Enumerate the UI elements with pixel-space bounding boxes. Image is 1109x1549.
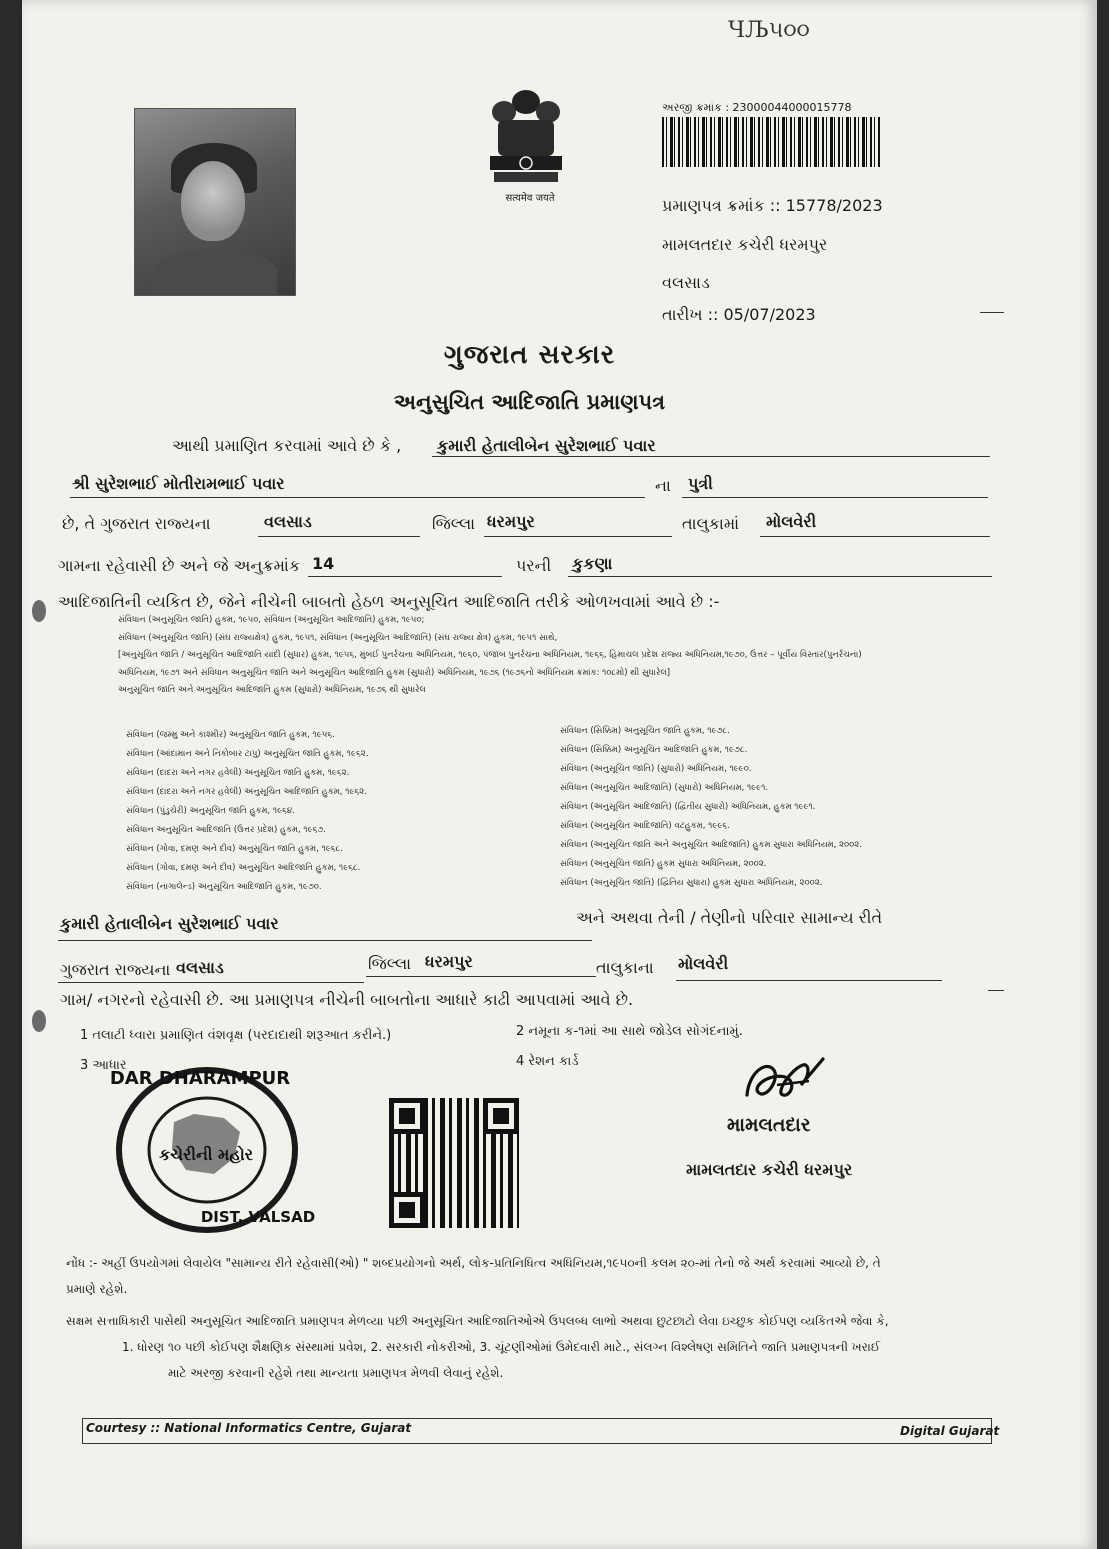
emblem-motto: सत्यमेव जयते — [505, 193, 555, 204]
underline — [682, 497, 988, 498]
underline — [432, 456, 990, 457]
relation-value: પુત્રી — [688, 474, 713, 493]
district-label-2: જિલ્લા — [368, 954, 412, 973]
taluka-label: તાલુકામાં — [682, 514, 740, 533]
order-item: સંવિધાન (નાગાલેન્ડ) અનુસૂચિત આદિજાતિ હુકમ, ૧૯૭૦. — [126, 882, 322, 892]
holder-name: કુમારી હેતાલીબેન સુરેશભાઈ પવાર — [437, 436, 656, 455]
underline — [676, 980, 942, 981]
order-item: સંવિધાન (અનુસૂચિત જાતિ) હુકમ સુધારા અધિનિયમ, ૨૦૦૨. — [560, 859, 767, 869]
order-item: સંવિધાન (આંદામાન અને નિકોબાર ટાપુ) અનુસૂચિત જાતિ હુકમ, ૧૯૬૨. — [126, 749, 369, 759]
issuing-district: વલસાડ — [662, 273, 710, 292]
on-label: પરની — [516, 556, 552, 575]
tribe-statement: આદિજાતિની વ્યકિત છે, જેને નીચેની બાબતો હેઠળ અનુસૂચિત આદિજાતિ તરીકે ઓળખવામાં આવે છે :- — [58, 592, 720, 611]
order-item: સંવિધાન (અનુસૂચિત જાતિ અને અનુસૂચિત આદિજાતિ) હુકમ સુધારા અધિનિયમ, ૨૦૦૨. — [560, 840, 862, 850]
issue-date: તારીખ :: 05/07/2023 — [662, 305, 816, 324]
taluka-label-2: તાલુકાના — [596, 958, 654, 977]
margin-mark — [980, 312, 1004, 313]
district-label: જિલ્લા — [432, 514, 476, 533]
underline — [760, 536, 990, 537]
village-value-2: મોલવેરી — [678, 954, 729, 973]
footer-courtesy: Courtesy :: National Informatics Centre, Gujarat — [86, 1421, 412, 1435]
barcode-icon — [662, 117, 880, 167]
father-name: શ્રી સુરેશભાઈ મોતીરામભાઈ પવાર — [72, 474, 285, 493]
law-line: સંવિધાન (અનુસૂચિત જાતિ) (સંઘ રાજ્યક્ષેત્ર) હુકમ, ૧૯૫૧, સંવિધાન (અનુસૂચિત આદિજાતિ) (સંઘ રાજ્ય ક્ષેત્ર) હુકમ, ૧૯૫૧ સાથે, — [118, 632, 558, 643]
certificate-title: અનુસુચિત આદિજાતિ પ્રમાણપત્ર — [393, 390, 666, 414]
serial-value: 14 — [312, 554, 335, 573]
note-line: સક્ષમ સત્તાધિકારી પાસેથી અનુસૂચિત આદિજાતિ પ્રમાણપત્ર મેળવ્યા પછી અનુસૂચિત આદિજાતિઓએ ઉપલબ્ધ લાભો અથવા છુટછાટો લેવા ઇચ્છુક કોઈપણ વ્યકિતએ જેવા કે, — [66, 1314, 889, 1328]
underline — [568, 576, 992, 577]
law-list — [118, 612, 978, 700]
note-line: પ્રમાણે રહેશે. — [66, 1282, 128, 1296]
note-line: 1. ધોરણ ૧૦ પછી કોઈપણ શૈક્ષણિક સંસ્થામાં પ્રવેશ, 2. સરકારી નોકરીઓ, 3. ચૂંટણીઓમાં ઉમેદવારી માટે., સંલગ્ન વિશ્લેષણ સમિતિને જાતિ પ્રમાણપત્રની ખરાઈ — [122, 1340, 881, 1354]
law-line: અનુસૂચિત જાતિ અને અનુસૂચિત આદિજાતિ હુકમ (સુધારો) અધિનિયમ, ૧૯૭૬ થી સુધારેલ — [118, 685, 426, 696]
holder-name-repeat: કુમારી હેતાલીબેન સુરેશભાઈ પવાર — [60, 914, 279, 933]
government-heading: ગુજરાત સરકાર — [443, 340, 616, 370]
certificate-number: પ્રમાણપત્ર ક્રમાંક :: 15778/2023 — [662, 196, 883, 215]
underline — [70, 497, 645, 498]
margin-mark — [988, 990, 1004, 991]
seal-ring-bottom: DIST. VALSAD — [200, 1208, 316, 1226]
basis-item: 4 રેશન કાર્ડ — [516, 1054, 579, 1069]
seal-ring-top: DAR DHARAMPUR — [109, 1068, 291, 1089]
orders-right-list — [560, 722, 980, 893]
orders-left-list — [126, 726, 526, 897]
punch-hole — [32, 600, 46, 622]
underline — [58, 982, 364, 983]
family-label: અને અથવા તેની / તેણીનો પરિવાર સામાન્ય રીતે — [576, 908, 883, 927]
signatory-title: મામલતદાર — [727, 1114, 811, 1136]
underline — [484, 536, 672, 537]
order-item: સંવિધાન (અનુસૂચિત જાતિ) (સુધારો) અધિનિયમ, ૧૯૯૦. — [560, 764, 752, 774]
order-item: સંવિધાન (ગોવા, દમણ અને દીવ) અનુસૂચિત જાતિ હુકમ, ૧૯૬૮. — [126, 844, 343, 854]
certify-label: આથી પ્રમાણિત કરવામાં આવે છે કે , — [172, 436, 402, 455]
taluka-value: ધરમપુર — [487, 512, 535, 531]
basis-item: 3 આધાર — [80, 1058, 127, 1073]
order-item: સંવિધાન (સિક્કિમ) અનુસૂચિત આદિજાતિ હુકમ, ૧૯૭૮. — [560, 745, 748, 755]
order-item: સંવિધાન (સિક્કિમ) અનુસૂચિત જાતિ હુકમ, ૧૯૭૮. — [560, 726, 730, 736]
order-item: સંવિધાન (જમ્મુ અને કાશ્મીર) અનુસૂચિત જાતિ હુકમ, ૧૯૫૬. — [126, 730, 335, 740]
order-item: સંવિધાન (પુંડુચેરી) અનુસૂચિત જાતિ હુકમ, ૧૯૬૪. — [126, 806, 295, 816]
order-item: સંવિધાન (દાદરા અને નગર હવેલી) અનુસૂચિત આદિજાતિ હુકમ, ૧૯૬૨. — [126, 787, 367, 797]
law-line: સંવિધાન (અનુસૂચિત જાતિ) હુકમ, ૧૯૫૦, સંવિધાન (અનુસૂચિત આદિજાતિ) હુકમ, ૧૯૫૦; — [118, 615, 425, 625]
law-line: અધિનિયમ, ૧૯૭૧ અને સંવિધાન અનુસૂચિત જાતિ અને અનુસૂચિત આદિજાતિ હુકમ (સુધારો) અધિનિયમ, ૧૯૭૬ (૧૯૭૬નો અધિનિયમ ક્રમાંક: ૧૦૮મો) થી સુધારેલ] — [118, 667, 671, 678]
basis-statement: ગામ/ નગરનો રહેવાસી છે. આ પ્રમાણપત્ર નીચેની બાબતોના આધારે કાઢી આપવામાં આવે છે. — [60, 990, 634, 1009]
underline — [258, 536, 420, 537]
taluka-value-2: ધરમપુર — [425, 952, 473, 971]
note-line: માટે અરજી કરવાની રહેશે તથા માન્યતા પ્રમાણપત્ર મેળવી લેવાનું રહેશે. — [168, 1366, 504, 1380]
punch-hole — [32, 1010, 46, 1032]
of-label: ના — [655, 476, 671, 495]
state-label-2: ગુજરાત રાજ્યના — [60, 960, 171, 979]
basis-item: 2 નમૂના ક-૧માં આ સાથે જોડેલ સોગંદનામું. — [516, 1024, 743, 1039]
underline — [308, 576, 502, 577]
order-item: સંવિધાન (દાદરા અને નગર હવેલી) અનુસૂચિત જાતિ હુકમ, ૧૯૬૨. — [126, 768, 350, 778]
qr-finder — [389, 1192, 425, 1228]
note-line: નોંધ :- અહીં ઉપયોગમાં લેવાયેલ "સામાન્ય રીતે રહેવાસી(ઓ) " શબ્દપ્રયોગનો અર્થ, લોક-પ્રતિનિધિત્વ અધિનિયમ,૧૯૫૦ની કલમ ૨૦-માં તેનો જે અર્થ કરવામાં આવ્યો છે, તે — [66, 1256, 881, 1270]
state-label: છે, તે ગુજરાત રાજ્યના — [62, 514, 211, 533]
photo-face — [181, 161, 245, 241]
order-item: સંવિધાન અનુસૂચિત આદિજાતિ (ઉત્તર પ્રદેશ) હુકમ, ૧૯૬૭. — [126, 825, 327, 835]
resident-label: ગામના રહેવાસી છે અને જે અનુક્રમાંક — [58, 556, 301, 575]
qr-finder — [483, 1098, 519, 1134]
qr-finder — [389, 1098, 425, 1134]
law-line: [અનુસૂચિત જાતિ / અનુસૂચિત આદિજાતિ યાદી (સુધાર) હુકમ, ૧૯૫૬, મુંબઈ પુનર્રચના અધિનિયમ, ૧૯૬૦, પંજાબ પુનર્રચના અધિનિયમ, ૧૯૬૬, હિમાચલ પ્રદેશ રાજ્ય અધિનિયમ,૧૯૭૦, ઉત્તર – પૂર્વીય વિસ્તાર(પુનર્રચના) — [118, 650, 862, 661]
office-seal-icon — [109, 1062, 316, 1234]
application-number: અરજી ક્રમાંક : 23000044000015778 — [662, 101, 852, 114]
issuing-office: મામલતદાર કચેરી ધરમપુર — [662, 235, 828, 254]
note-resident — [66, 1250, 986, 1302]
underline — [58, 940, 592, 941]
underline — [366, 976, 596, 977]
basis-item: 1 તલાટી ધ્વારા પ્રમાણિત વંશવૃક્ષ (પરદાદાથી શરૂઆત કરીને.) — [80, 1028, 392, 1043]
order-item: સંવિધાન (ગોવા, દમણ અને દીવ) અનુસૂચિત આદિજાતિ હુકમ, ૧૯૬૮. — [126, 863, 361, 873]
qr-code-icon — [389, 1098, 519, 1228]
tribe-value: કુકણા — [572, 554, 613, 573]
note-verification — [66, 1308, 986, 1386]
order-item: સંવિધાન (અનુસૂચિત આદિજાતિ) વટહુકમ, ૧૯૯૬. — [560, 821, 730, 831]
certificate-page — [22, 0, 1097, 1549]
order-item: સંવિધાન (અનુસૂચિત જાતિ) (દ્વિતિય સુધારા) હુકમ સુધારા અધિનિયમ, ૨૦૦૨. — [560, 878, 823, 888]
signatory-office: મામલતદાર કચેરી ધરમપુર — [686, 1160, 853, 1179]
signature-icon — [739, 1055, 829, 1110]
order-item: સંવિધાન (અનુસૂચિત આદિજાતિ) (સુધારો) અધિનિયમ, ૧૯૯૧. — [560, 783, 769, 793]
district-value: વલસાડ — [264, 512, 312, 531]
handwritten-number: ЧЉ૫૦૦ — [728, 18, 810, 43]
photo-shoulders — [153, 249, 277, 295]
seal-center-text: કચેરીની મહોર — [159, 1145, 253, 1164]
district-value-2: વલસાડ — [176, 958, 224, 977]
state-emblem-icon — [480, 80, 572, 188]
footer-brand: Digital Gujarat — [900, 1424, 1000, 1438]
village-value: મોલવેરી — [766, 512, 817, 531]
order-item: સંવિધાન (અનુસૂચિત આદિજાતિ) (દ્વિતીય સુધારો) અધિનિયમ, હુકમ ૧૯૯૧. — [560, 802, 816, 812]
holder-photo — [134, 108, 296, 296]
